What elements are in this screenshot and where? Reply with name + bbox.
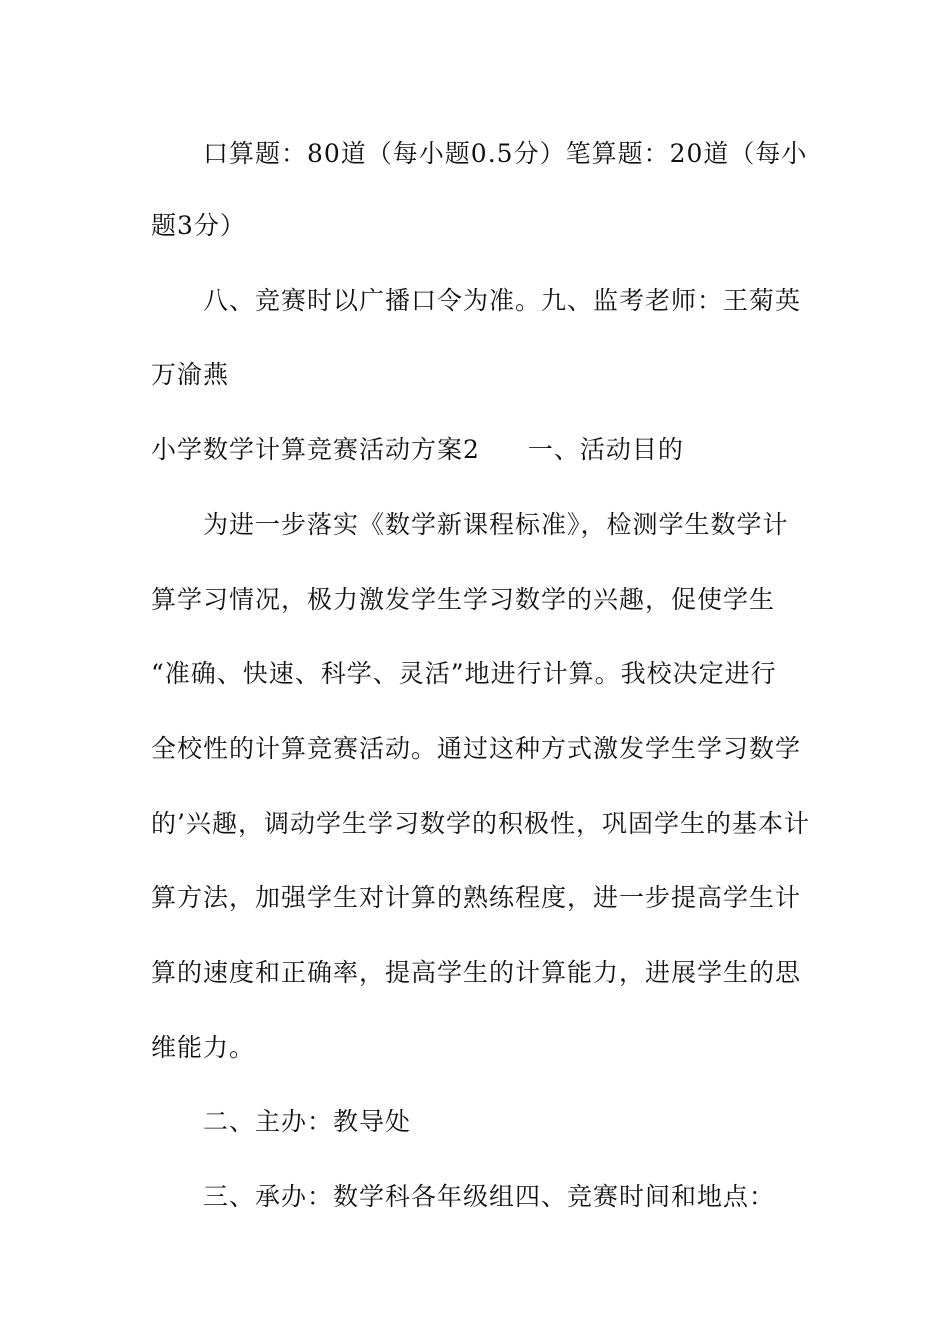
paragraph-line-5: 的’兴趣，调动学生学习数学的积极性，巩固学生的基本计 — [151, 809, 810, 838]
text-line-scoring-2: 题3分） — [151, 211, 246, 240]
text-line-scoring-1: 口算题：80道（每小题0.5分）笔算题：20道（每小 — [203, 139, 808, 168]
paragraph-line-7: 算的速度和正确率，提高学生的计算能力，进展学生的思 — [151, 958, 802, 987]
paragraph-line-3: “准确、快速、科学、灵活”地进行计算。我校决定进行 — [151, 659, 777, 688]
section-heading-purpose: 一、活动目的 — [527, 435, 684, 464]
paragraph-line-8: 维能力。 — [151, 1033, 256, 1062]
text-line-rules: 八、竞赛时以广播口令为准。九、监考老师：王菊英 — [203, 286, 802, 315]
section-heading-row — [151, 435, 684, 465]
plan-title: 小学数学计算竞赛活动方案2 — [151, 435, 480, 464]
section-host: 三、承办：数学科各年级组四、竞赛时间和地点： — [203, 1182, 776, 1211]
section-organizer: 二、主办：教导处 — [203, 1107, 412, 1136]
paragraph-line-1: 为进一步落实《数学新课程标准》，检测学生数学计 — [203, 510, 789, 539]
paragraph-line-4: 全校性的计算竞赛活动。通过这种方式激发学生学习数学 — [151, 734, 802, 763]
paragraph-line-2: 算学习情况，极力激发学生学习数学的兴趣，促使学生 — [151, 585, 776, 614]
paragraph-line-6: 算方法，加强学生对计算的熟练程度，进一步提高学生计 — [151, 883, 802, 912]
text-line-proctors: 万渝燕 — [151, 360, 230, 389]
